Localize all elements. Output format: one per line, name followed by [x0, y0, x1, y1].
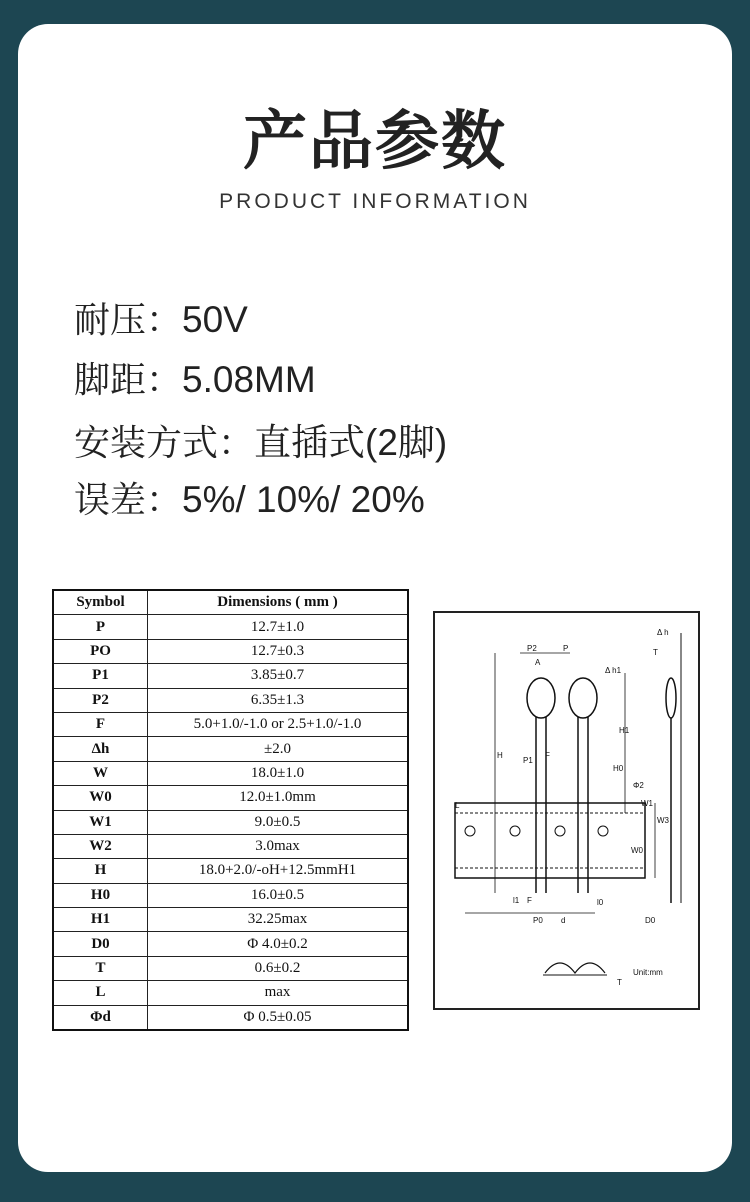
symbol-cell: P2 [53, 688, 148, 712]
label-d0: D0 [645, 916, 656, 925]
label-p2: P2 [527, 644, 537, 653]
dimension-cell: 3.85±0.7 [148, 664, 409, 688]
table-row [53, 908, 408, 932]
page-subtitle: PRODUCT INFORMATION [219, 190, 531, 213]
sprocket-hole [510, 826, 520, 836]
dimension-cell: 6.35±1.3 [148, 688, 409, 712]
symbol-cell: L [53, 981, 148, 1005]
tape-strip [455, 803, 645, 878]
label-d2: Φ2 [633, 781, 644, 790]
symbol-cell: Δh [53, 737, 148, 761]
label-h: H [497, 751, 503, 760]
spec-label: 耐压： [74, 300, 183, 341]
dimension-cell: 5.0+1.0/-1.0 or 2.5+1.0/-1.0 [148, 712, 409, 736]
dimension-table [52, 589, 409, 1031]
label-dh: Δ h [657, 628, 669, 637]
symbol-cell: H0 [53, 883, 148, 907]
spec-label: 脚距： [74, 360, 183, 401]
label-l1: l1 [513, 896, 520, 905]
label-l: L [455, 801, 460, 810]
header-symbol: Symbol [53, 590, 148, 615]
table-header-row [53, 590, 408, 615]
spec-value: 直插式(2脚) [254, 422, 448, 463]
table-row [53, 761, 408, 785]
symbol-cell: Φd [53, 1005, 148, 1030]
dimension-cell: Φ 4.0±0.2 [148, 932, 409, 956]
dimension-cell: 16.0±0.5 [148, 883, 409, 907]
capacitor-body [569, 678, 597, 718]
table-row [53, 859, 408, 883]
spec-pin-pitch [74, 352, 316, 403]
dimension-cell: Φ 0.5±0.05 [148, 1005, 409, 1030]
table-row [53, 786, 408, 810]
label-f-top: F [545, 751, 550, 760]
table-row [53, 834, 408, 858]
label-w3: W3 [657, 816, 669, 825]
diagram-drawing [435, 613, 698, 1008]
symbol-cell: D0 [53, 932, 148, 956]
label-p1: P1 [523, 756, 533, 765]
tape-profile [545, 963, 605, 973]
spec-label: 误差： [74, 480, 183, 521]
label-f-bot: F [527, 896, 532, 905]
label-p0: P0 [533, 916, 543, 925]
table-row [53, 615, 408, 639]
spec-value: 5.08MM [182, 359, 316, 400]
symbol-cell: F [53, 712, 148, 736]
table-row [53, 810, 408, 834]
dimension-cell: 3.0max [148, 834, 409, 858]
page-title: 产品参数 [243, 105, 507, 179]
capacitor-body [527, 678, 555, 718]
symbol-cell: W2 [53, 834, 148, 858]
dimension-cell: ±2.0 [148, 737, 409, 761]
table-row [53, 688, 408, 712]
dimension-cell: max [148, 981, 409, 1005]
spec-value: 5%/ 10%/ 20% [182, 479, 425, 520]
dimension-cell: 9.0±0.5 [148, 810, 409, 834]
dimension-cell: 12.7±1.0 [148, 615, 409, 639]
table-row [53, 639, 408, 663]
symbol-cell: W [53, 761, 148, 785]
dimension-cell: 12.0±1.0mm [148, 786, 409, 810]
table-row [53, 883, 408, 907]
label-h0: H0 [613, 764, 624, 773]
dimension-cell: 12.7±0.3 [148, 639, 409, 663]
sprocket-hole [465, 826, 475, 836]
sprocket-hole [598, 826, 608, 836]
label-p: P [563, 644, 569, 653]
label-dh1: Δ h1 [605, 666, 622, 675]
table-row [53, 664, 408, 688]
label-l0: l0 [597, 898, 604, 907]
tape-dimension-diagram [433, 611, 700, 1010]
side-view-body [666, 678, 676, 718]
spec-voltage [74, 292, 248, 343]
dimension-cell: 18.0+2.0/-oH+12.5mmH1 [148, 859, 409, 883]
symbol-cell: P [53, 615, 148, 639]
table-row [53, 1005, 408, 1030]
label-t-bot: T [617, 978, 622, 987]
label-unit: Unit:mm [633, 968, 663, 977]
table-row [53, 712, 408, 736]
label-w1: W1 [641, 799, 653, 808]
spec-tolerance [74, 472, 425, 523]
dimension-cell: 32.25max [148, 908, 409, 932]
label-h1: H1 [619, 726, 630, 735]
symbol-cell: P1 [53, 664, 148, 688]
sprocket-hole [555, 826, 565, 836]
symbol-cell: W1 [53, 810, 148, 834]
dimension-cell: 0.6±0.2 [148, 956, 409, 980]
symbol-cell: H [53, 859, 148, 883]
spec-mount-type [74, 412, 447, 466]
symbol-cell: T [53, 956, 148, 980]
label-a: A [535, 658, 541, 667]
symbol-cell: PO [53, 639, 148, 663]
label-d: d [561, 916, 566, 925]
table-row [53, 956, 408, 980]
spec-value: 50V [182, 299, 248, 340]
table-row [53, 737, 408, 761]
product-info-card [18, 24, 732, 1172]
table-row [53, 981, 408, 1005]
symbol-cell: W0 [53, 786, 148, 810]
table-row [53, 932, 408, 956]
header-dimensions: Dimensions ( mm ) [148, 590, 409, 615]
label-w0: W0 [631, 846, 643, 855]
label-t-top: T [653, 648, 658, 657]
symbol-cell: H1 [53, 908, 148, 932]
spec-label: 安装方式： [74, 423, 255, 464]
dimension-cell: 18.0±1.0 [148, 761, 409, 785]
